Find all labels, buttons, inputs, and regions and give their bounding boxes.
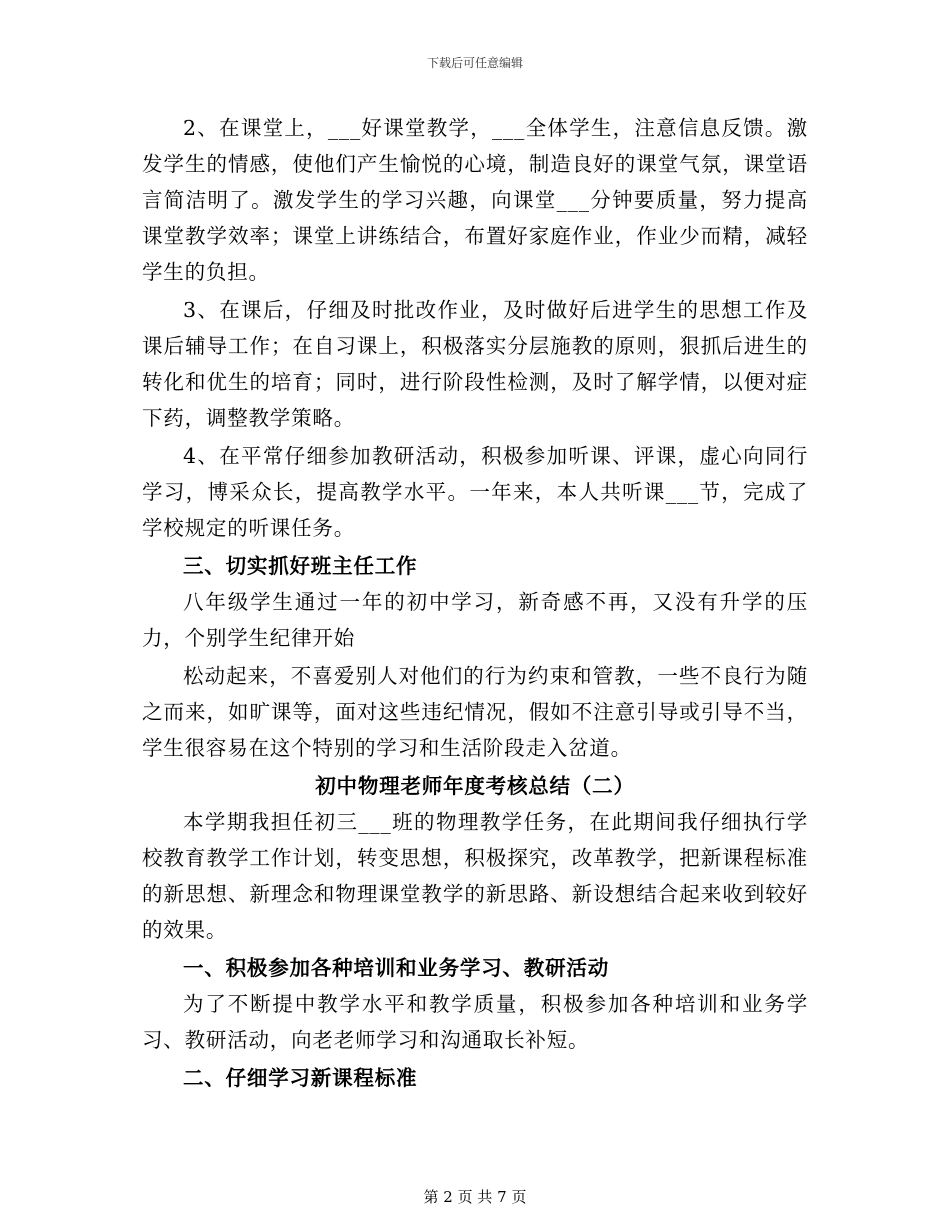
- paragraph-classroom: 2、在课堂上，___好课堂教学，___全体学生，注意信息反馈。激发学生的情感，使他们产生愉悦的心境，制造良好的课堂气氛，课堂语言简洁明了。激发学生的学习兴趣，向课堂___分钟要质量，努力提高课堂教学效率；课堂上讲练结合，布置好家庭作业，作业少而精，减轻学生的负担。: [142, 116, 808, 284]
- paragraph-training: 为了不断提中教学水平和教学质量，积极参加各种培训和业务学习、教研活动，向老老师学习和沟通取长补短。: [142, 992, 808, 1052]
- paragraph-discipline: 松动起来，不喜爱别人对他们的行为约束和管教，一些不良行为随之而来，如旷课等，面对这些违纪情况，假如不注意引导或引导不当，学生很容易在这个特别的学习和生活阶段走入岔道。: [142, 664, 808, 760]
- paragraph-grade-eight: 八年级学生通过一年的初中学习，新奇感不再，又没有升学的压力，个别学生纪律开始: [142, 590, 808, 650]
- section-heading-training: 一、积极参加各种培训和业务学习、教研活动: [183, 956, 609, 980]
- paragraph-teaching-research: 4、在平常仔细参加教研活动，积极参加听课、评课，虚心向同行学习，博采众长，提高教学水平。一年来，本人共听课___节，完成了学校规定的听课任务。: [142, 444, 808, 540]
- page-header: 下载后可任意编辑: [426, 56, 523, 70]
- page-footer: 第 2 页 共 7 页: [423, 1188, 527, 1206]
- section-heading-class-teacher: 三、切实抓好班主任工作: [183, 554, 418, 578]
- document-body: [142, 110, 808, 1096]
- section-heading-curriculum: 二、仔细学习新课程标准: [183, 1066, 418, 1090]
- paragraph-semester-intro: 本学期我担任初三___班的物理教学任务，在此期间我仔细执行学校教育教学工作计划，转变思想，积极探究，改革教学，把新课程标准的新思想、新理念和物理课堂教学的新思路、新设想结合起来收到较好的效果。: [142, 810, 808, 942]
- paragraph-after-class: 3、在课后，仔细及时批改作业，及时做好后进学生的思想工作及课后辅导工作；在自习课上，积极落实分层施教的原则，狠抓后进生的转化和优生的培育；同时，进行阶段性检测，及时了解学情，以便对症下药，调整教学策略。: [142, 298, 808, 430]
- document-title-part-two: 初中物理老师年度考核总结（二）: [315, 774, 635, 798]
